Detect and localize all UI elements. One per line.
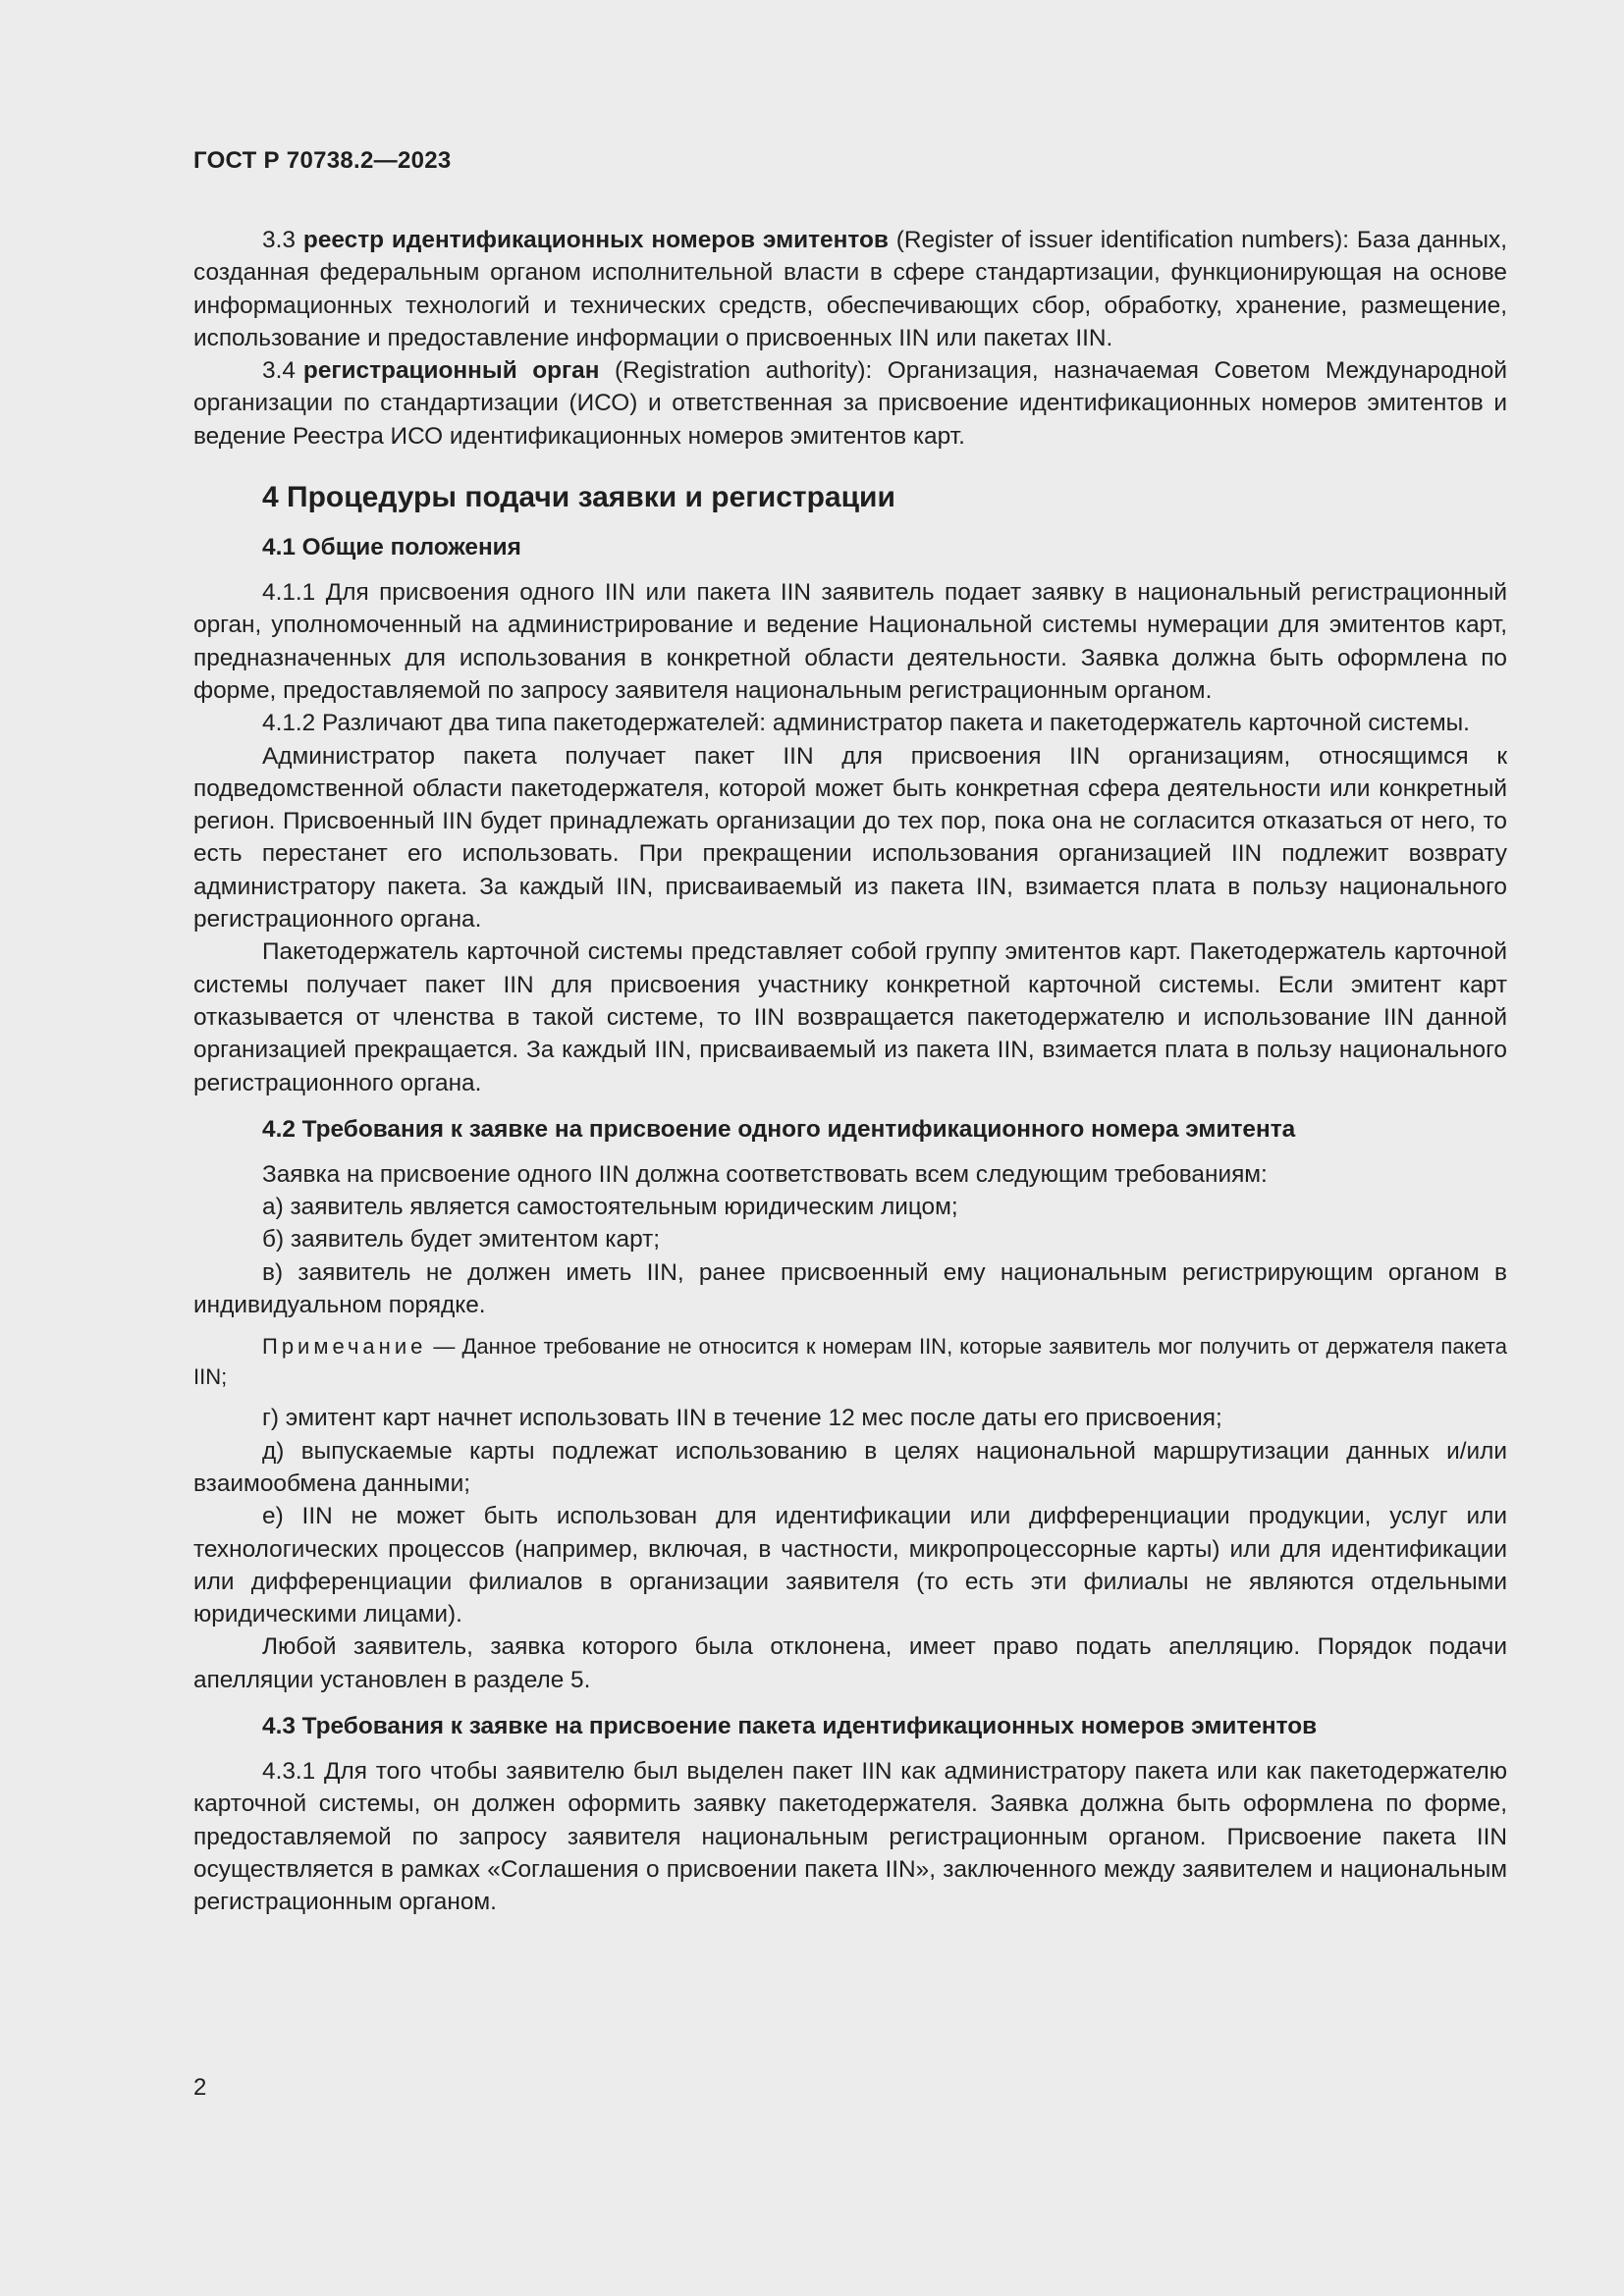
definition-text: (Register of issuer identification numbers): База данных, созданная федеральным органом исполнительной власти в сфере стандартизации, функционирующая на основе информационных технологий и технических средств, обеспечивающих сбор, обработку, хранение, размещение, использование и предоставление информации о присвоенных IIN или пакетах IIN. [193, 227, 1507, 351]
definition-text: (Registration authority): Организация, назначаемая Советом Международной организации по стандартизации (ИСО) и ответственная за присвоение идентификационных номеров эмитентов и ведение Реестра ИСО идентификационных номеров эмитентов карт. [193, 357, 1507, 450]
note [193, 1331, 1507, 1392]
definition-number: 3.3 [262, 227, 296, 253]
list-item: б) заявитель будет эмитентом карт; [262, 1226, 661, 1254]
list-item: е) IIN не может быть использован для идентификации или дифференциации продукции, услуг или технологических процессов (например, включая, в частности, микропроцессорные карты) или для идентификации или дифференциации филиалов в организации заявителя (то есть эти филиалы не являются отдельными юридическими лицами). [193, 1503, 1507, 1629]
section-4-3-heading: 4.3 Требования к заявке на присвоение пакета идентификационных номеров эмитентов [262, 1712, 1318, 1739]
section-4-2-heading: 4.2 Требования к заявке на присвоение одного идентификационного номера эмитента [262, 1115, 1296, 1143]
section-4-1-heading: 4.1 Общие положения [262, 534, 521, 561]
list-item: г) эмитент карт начнет использовать IIN в течение 12 мес после даты его присвоения; [262, 1405, 1222, 1432]
page-number: 2 [193, 2074, 207, 2101]
paragraph: 4.3.1 Для того чтобы заявителю был выделен пакет IIN как администратору пакета или как пакетодержателю карточной системы, он должен оформить заявку пакетодержателя. Заявка должна быть оформлена по форме, предоставляемой по запросу заявителя национальным регистрационным органом. Присвоение пакета IIN осуществляется в рамках «Соглашения о присвоении пакета IIN», заключенного между заявителем и национальным регистрационным органом. [193, 1757, 1507, 1916]
paragraph: Пакетодержатель карточной системы представляет собой группу эмитентов карт. Пакетодержатель карточной системы получает пакет IIN для присвоения участнику конкретной карточной системы. Если эмитент карт отказывается от членства в такой системе, то IIN возвращается пакетодержателю и использование IIN данной организацией прекращается. За каждый IIN, присваиваемый из пакета IIN, взимается плата в пользу национального регистрационного органа. [193, 938, 1507, 1096]
note-text: — Данное требование не относится к номерам IIN, которые заявитель мог получить от держателя пакета IIN; [193, 1334, 1507, 1390]
section-4-heading: 4 Процедуры подачи заявки и регистрации [262, 481, 895, 514]
note-label: Примечание [262, 1334, 427, 1360]
list-item: а) заявитель является самостоятельным юридическим лицом; [262, 1194, 958, 1221]
definition-number: 3.4 [262, 357, 296, 385]
paragraph: 4.1.1 Для присвоения одного IIN или пакета IIN заявитель подает заявку в национальный регистрационный орган, уполномоченный на администрирование и ведение Национальной системы нумерации для эмитентов карт, предназначенных для использования в конкретной области деятельности. Заявка должна быть оформлена по форме, предоставляемой по запросу заявителя национальным регистрационным органом. [193, 579, 1507, 704]
paragraph: Любой заявитель, заявка которого была отклонена, имеет право подать апелляцию. Порядок подачи апелляции установлен в разделе 5. [193, 1633, 1507, 1693]
definition-term: регистрационный орган [302, 357, 600, 385]
definition-term: реестр идентификационных номеров эмитентов [302, 227, 889, 253]
paragraph: 4.1.2 Различают два типа пакетодержателей: администратор пакета и пакетодержатель карточной системы. [262, 710, 1470, 737]
definition-3-4 [193, 354, 1507, 453]
document-header-title: ГОСТ Р 70738.2—2023 [193, 147, 452, 174]
document-body [193, 224, 1507, 1918]
definition-3-3 [193, 224, 1507, 354]
paragraph: Заявка на присвоение одного IIN должна соответствовать всем следующим требованиям: [262, 1160, 1268, 1188]
list-item: д) выпускаемые карты подлежат использованию в целях национальной маршрутизации данных и/или взаимообмена данными; [193, 1437, 1507, 1497]
paragraph: Администратор пакета получает пакет IIN для присвоения IIN организациям, относящимся к подведомственной области пакетодержателя, которой может быть конкретная сфера деятельности или конкретный регион. Присвоенный IIN будет принадлежать организации до тех пор, пока она не согласится отказаться от него, то есть перестанет его использовать. При прекращении использования организацией IIN подлежит возврату администратору пакета. За каждый IIN, присваиваемый из пакета IIN, взимается плата в пользу национального регистрационного органа. [193, 742, 1507, 934]
list-item: в) заявитель не должен иметь IIN, ранее присвоенный ему национальным регистрирующим органом в индивидуальном порядке. [193, 1258, 1507, 1319]
